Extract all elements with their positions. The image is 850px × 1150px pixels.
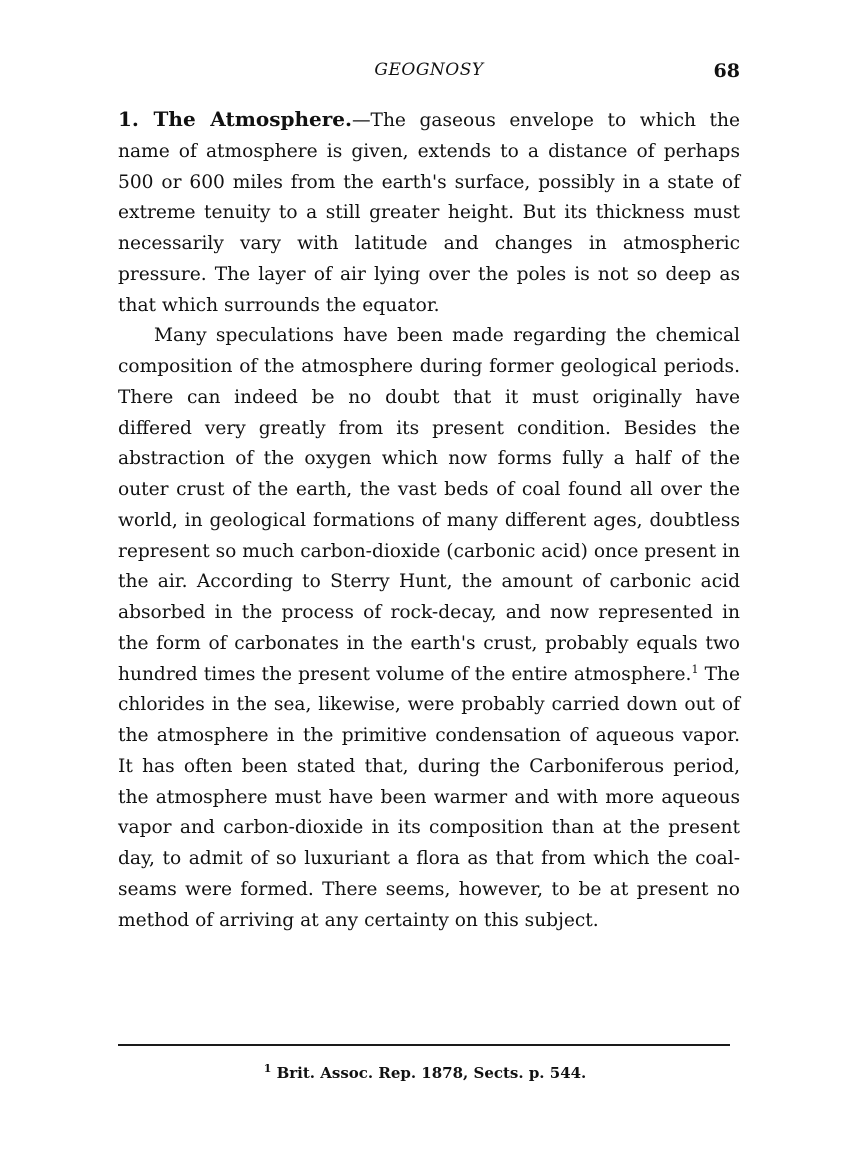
page-number: 68 xyxy=(713,60,740,82)
footnote-reference: 1 xyxy=(691,662,699,676)
footnote-divider xyxy=(118,1044,730,1046)
running-title: GEOGNOSY xyxy=(374,60,484,80)
paragraph-speculations xyxy=(118,321,740,936)
footnote xyxy=(0,1064,850,1082)
paragraph-text-continued: The chlorides in the sea, likewise, were probably carried down out of the atmosphere in the primitive condensation of aqueous vapor. It has often been stated that, during the Carboniferous period, the atmosphere must have been warmer and with more aqueous vapor and carbon-dioxide in its composition than at the present day, to admit of so luxuriant a flora as that from which the coal-seams were formed. There seems, however, to be at present no method of arriving at any certainty on this subject. xyxy=(118,663,740,931)
paragraph-text: —The gaseous envelope to which the name of atmosphere is given, extends to a distance of perhaps 500 or 600 miles from the earth's surface, possibly in a state of extreme tenuity to a still greater height. But its thickness must necessarily vary with latitude and changes in atmospheric pressure. The layer of air lying over the poles is not so deep as that which surrounds the equator. xyxy=(118,110,740,316)
paragraph-text: Many speculations have been made regarding the chemical composition of the atmosphere during former geological periods. There can indeed be no doubt that it must originally have differed very greatly from its present condition. Besides the abstraction of the oxygen which now forms fully a half of the outer crust of the earth, the vast beds of coal found all over the world, in geological formations of many different ages, doubtless represent so much carbon-dioxide (carbonic acid) once present in the air. According to Sterry Hunt, the amount of carbonic acid absorbed in the process of rock-decay, and now represented in the form of carbonates in the earth's crust, probably equals two hundred times the present volume of the entire atmosphere. xyxy=(118,325,740,685)
paragraph-atmosphere xyxy=(118,104,740,321)
body-text xyxy=(118,104,740,936)
running-header xyxy=(118,60,740,86)
section-heading: 1. The Atmosphere. xyxy=(118,107,352,131)
footnote-marker: 1 xyxy=(263,1062,272,1075)
footnote-text: Brit. Assoc. Rep. 1878, Sects. p. 544. xyxy=(276,1064,587,1082)
